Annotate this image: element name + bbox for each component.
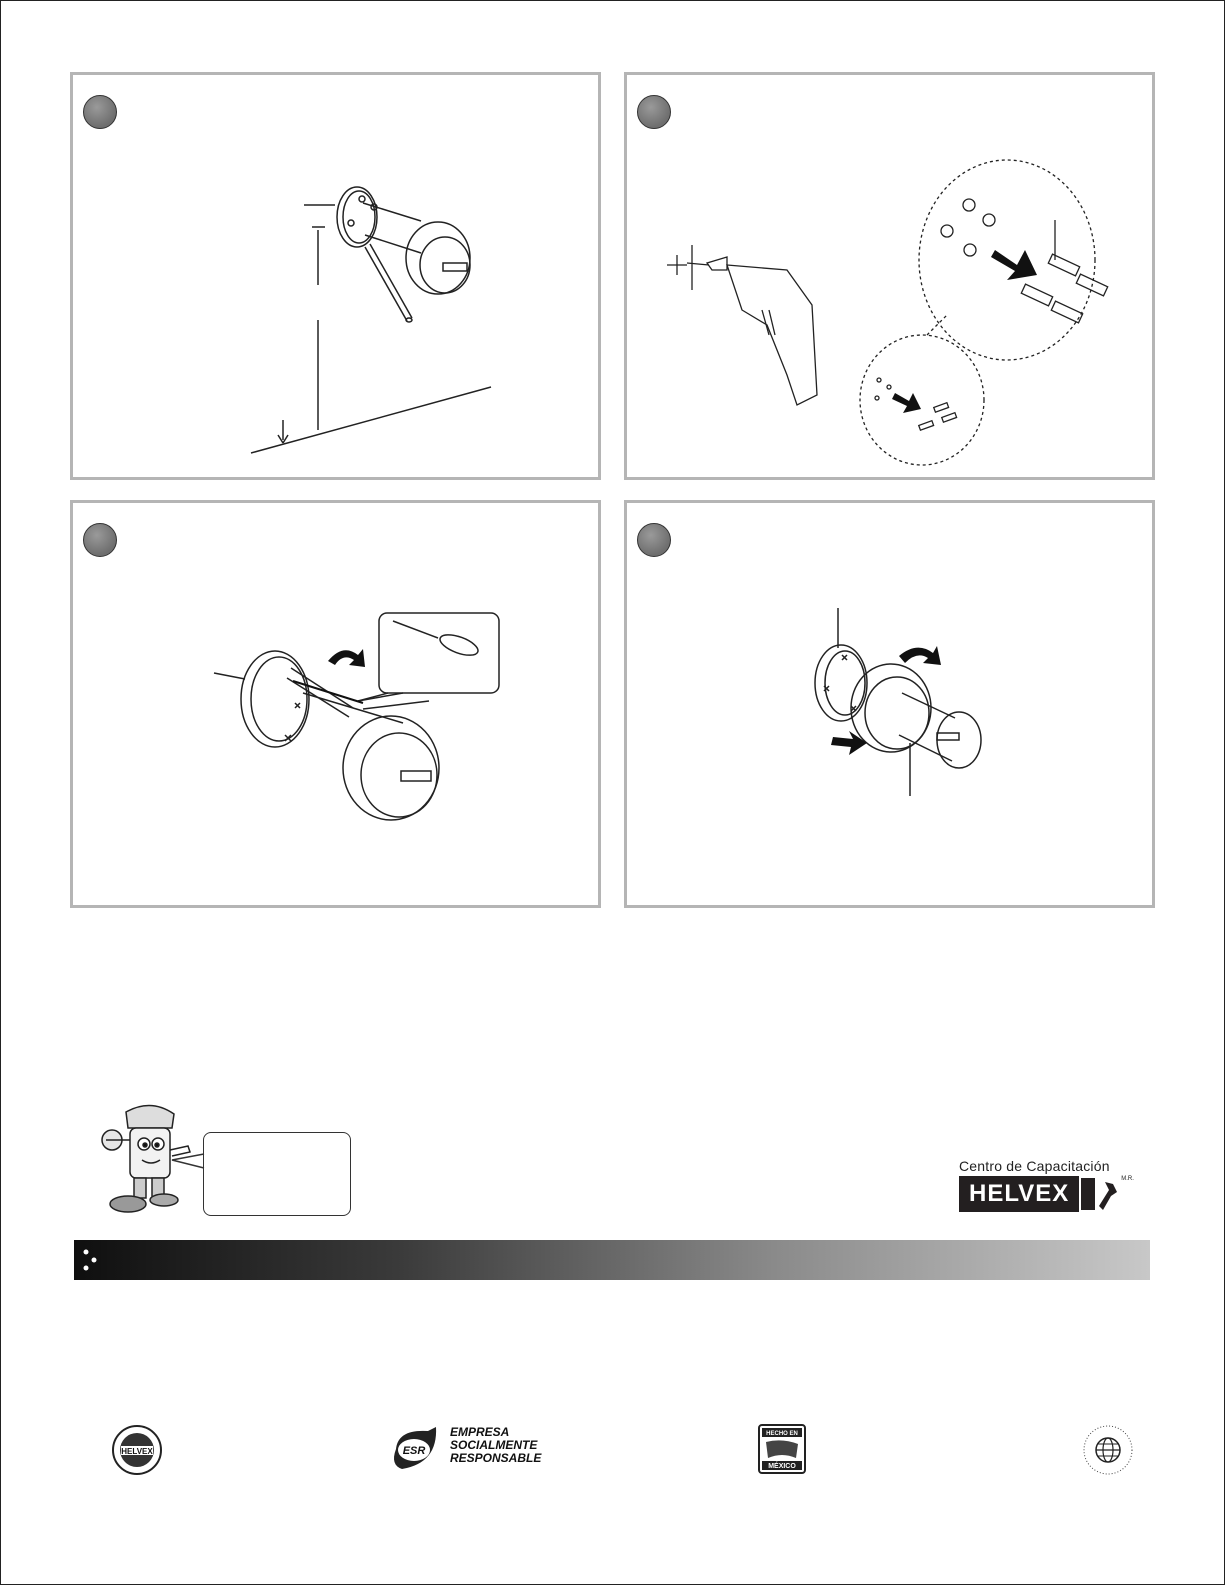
step-1-illustration (73, 75, 598, 477)
speech-tail (170, 1152, 206, 1172)
globe-icon (1082, 1424, 1134, 1476)
esr-line-3: RESPONSABLE (450, 1451, 542, 1465)
step-4-illustration (627, 503, 1152, 905)
esr-line-2: SOCIALMENTE (450, 1438, 538, 1452)
step-panel-1 (70, 72, 601, 480)
speech-bubble (203, 1132, 351, 1216)
seal-icon (111, 1424, 163, 1476)
hecho-en-mexico-icon (758, 1424, 806, 1474)
esr-label: ESR (402, 1445, 426, 1457)
helvex-tool-icon (1079, 1176, 1119, 1212)
seal-text: HELVEX (121, 1447, 153, 1456)
esr-line-1: EMPRESA (450, 1425, 510, 1439)
hecho-top: HECHO EN (766, 1431, 798, 1437)
footer-gradient-bar (74, 1240, 1150, 1280)
step-2-illustration (627, 75, 1152, 477)
hecho-bottom: MÉXICO (768, 1463, 796, 1470)
step-panel-3 (70, 500, 601, 908)
esr-text (450, 1426, 541, 1465)
bar-dots-icon (82, 1248, 102, 1274)
brand-logo (959, 1176, 1145, 1212)
brand-mark: M.R. (1121, 1176, 1134, 1182)
step-panel-4 (624, 500, 1155, 908)
brand-top-text: Centro de Capacitación (959, 1158, 1110, 1174)
brand-name: HELVEX (959, 1176, 1079, 1212)
esr-icon (388, 1423, 448, 1475)
step-panel-2 (624, 72, 1155, 480)
helvex-brand (959, 1158, 1145, 1212)
step-3-illustration (73, 503, 598, 905)
